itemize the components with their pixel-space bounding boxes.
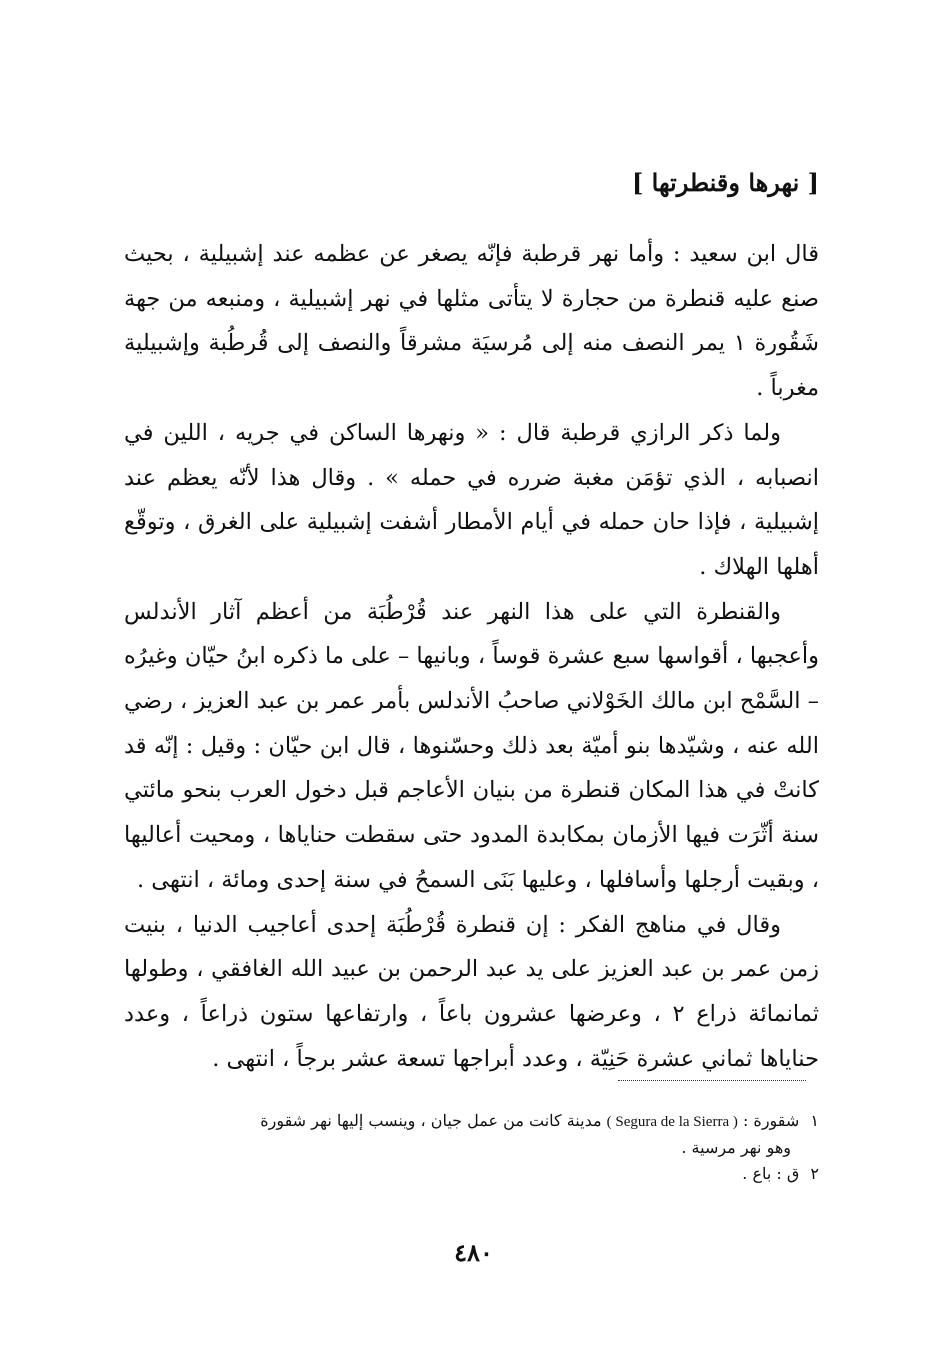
body-text: [124, 232, 819, 1081]
section-heading: [ نهرها وقنطرتها ]: [631, 168, 819, 197]
paragraph-1: قال ابن سعيد : وأما نهر قرطبة فإنّه يصغر عن عظمه عند إشبيلية ، بحيث صنع عليه قنطرة من حجارة لا يتأتى مثلها في نهر إشبيلية ، ومنبعه من جهة شَقُورة ١ يمر النصف منه إلى مُرسيَة مشرقاً والنصف إلى قُرطُبة وإشبيلية مغرباً .: [124, 241, 819, 402]
footnote-1: [124, 1108, 819, 1135]
paragraph-2: ولما ذكر الرازي قرطبة قال : « ونهرها الساكن في جريه ، اللين في انصبابه ، الذي تؤمَن مغبة ضرره في حمله » . وقال هذا لأنّه يعظم عند إشبيلية ، فإذا حان حمله في أيام الأمطار أشفت إشبيلية على الغرق ، وتوقّع أهلها الهلاك .: [124, 419, 819, 580]
footnote-1-term: شقورة :: [742, 1111, 800, 1130]
footnote-2: [124, 1161, 819, 1187]
footnote-1-text: مدينة كانت من عمل جيان ، وينسب إليها نهر شقورة: [260, 1111, 602, 1130]
footnotes: [124, 1108, 819, 1187]
paragraph-4: وقال في مناهج الفكر : إن قنطرة قُرْطُبَة إحدى أعاجيب الدنيا ، بنيت زمن عمر بن عبد العزيز على يد عبد الرحمن بن عبيد الله الغافقي ، وطولها ثمانمائة ذراع ٢ ، وعرضها عشرون باعاً ، وارتفاعها ستون ذراعاً ، وعدد حناياها ثماني عشرة حَنِيّة ، وعدد أبراجها تسعة عشر برجاً ، انتهى .: [124, 911, 819, 1072]
footnote-2-number: ٢: [810, 1164, 819, 1183]
footnote-2-text: ق : باع .: [742, 1164, 800, 1183]
footnote-divider: [618, 1080, 806, 1081]
page-number: ٤٨٠: [454, 1238, 493, 1267]
paragraph-3: والقنطرة التي على هذا النهر عند قُرْطُبَة من أعظم آثار الأندلس وأعجبها ، أقواسها سبع عشرة قوساً ، وبانيها – على ما ذكره ابنُ حيّان وغيرُه – السَّمْح ابن مالك الخَوْلاني صاحبُ الأندلس بأمر عمر بن عبد العزيز ، رضي الله عنه ، وشيّدها بنو أميّة بعد ذلك وحسّنوها ، قال ابن حيّان : وقيل : إنّه قد كانتْ في هذا المكان قنطرة من بنيان الأعاجم قبل دخول العرب بنحو مائتي سنة أثّرَت فيها الأزمان بمكابدة المدود حتى سقطت حناياها ، ومحيت أعاليها ، وبقيت أرجلها وأسافلها ، وعليها بَنَى السمحُ في سنة إحدى ومائة ، انتهى .: [124, 598, 819, 893]
footnote-1-latin-name: ( Segura de la Sierra ): [606, 1114, 738, 1130]
footnote-1-number: ١: [810, 1111, 819, 1130]
footnote-1-continuation: وهو نهر مرسية .: [681, 1138, 791, 1157]
